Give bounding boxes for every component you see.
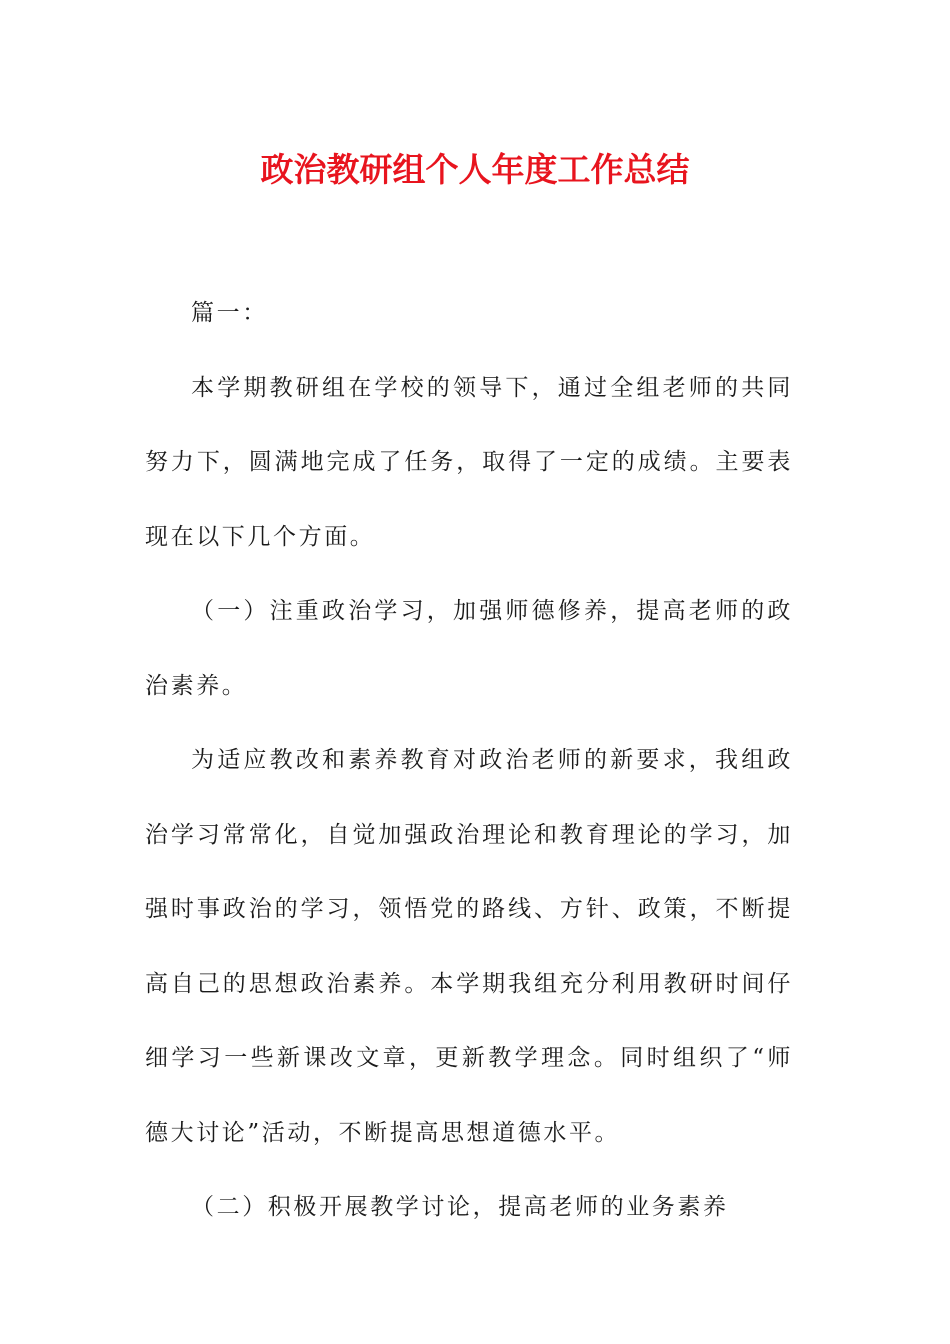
- section-heading-two: （二）积极开展教学讨论，提高老师的业务素养: [191, 1194, 729, 1220]
- document-title: 政治教研组个人年度工作总结: [260, 150, 690, 189]
- body-paragraph: 为适应教改和素养教育对政治老师的新要求，我组政治学习常常化，自觉加强政治理论和教育理论的学习，加强时事政治的学习，领悟党的路线、方针、政策，不断提高自己的思想政治素养。本学期我组充分利用教研时间仔细学习一些新课改文章，更新教学理念。同时组织了“师德大讨论”活动，不断提高思想道德水平。: [145, 747, 793, 1146]
- document-body: [145, 276, 793, 1245]
- section-heading-part-one: 篇一：: [191, 300, 268, 326]
- section-heading-one: （一）注重政治学习，加强师德修养，提高老师的政治素养。: [145, 598, 793, 699]
- intro-paragraph: 本学期教研组在学校的领导下，通过全组老师的共同努力下，圆满地完成了任务，取得了一定的成绩。主要表现在以下几个方面。: [145, 374, 793, 550]
